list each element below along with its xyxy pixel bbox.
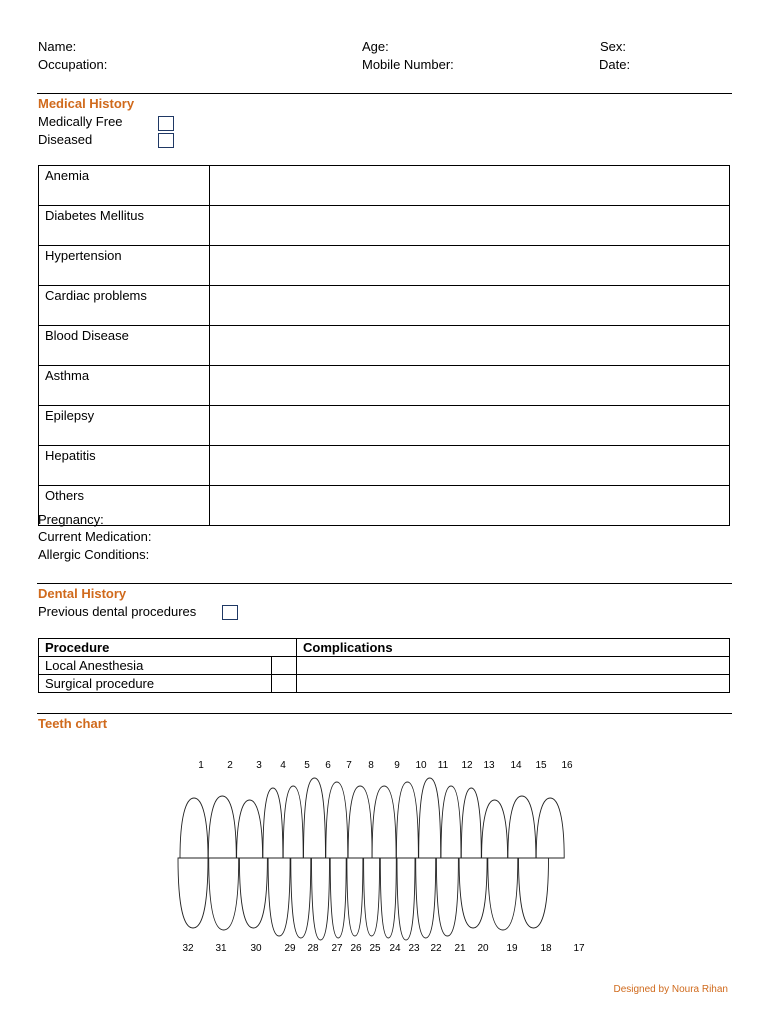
complications-header: Complications bbox=[297, 639, 730, 657]
condition-label: Others bbox=[39, 486, 210, 526]
divider bbox=[37, 583, 732, 584]
tooth-number: 7 bbox=[346, 760, 352, 771]
condition-label: Hypertension bbox=[39, 246, 210, 286]
upper-tooth-outline bbox=[283, 786, 303, 858]
tooth-number: 31 bbox=[215, 943, 227, 954]
sex-label: Sex: bbox=[600, 39, 627, 54]
dental-history-title: Dental History bbox=[38, 586, 127, 601]
upper-tooth-outline bbox=[508, 796, 536, 858]
lower-tooth-outline bbox=[459, 858, 487, 928]
date-label: Date: bbox=[599, 57, 631, 72]
upper-tooth-outline bbox=[396, 782, 418, 858]
diseased-label: Diseased bbox=[38, 132, 93, 147]
tooth-number: 23 bbox=[408, 943, 420, 954]
tooth-number: 16 bbox=[561, 760, 573, 771]
condition-notes-cell[interactable] bbox=[210, 366, 730, 406]
upper-tooth-outline bbox=[419, 778, 441, 858]
tooth-number: 18 bbox=[540, 943, 552, 954]
condition-label: Anemia bbox=[39, 166, 210, 206]
condition-label: Epilepsy bbox=[39, 406, 210, 446]
condition-label: Asthma bbox=[39, 366, 210, 406]
lower-tooth-outline bbox=[330, 858, 346, 938]
upper-tooth-outline bbox=[263, 788, 283, 858]
name-label: Name: bbox=[38, 39, 77, 54]
lower-tooth-outline bbox=[209, 858, 239, 930]
complications-cell[interactable] bbox=[297, 657, 730, 675]
medical-conditions-table bbox=[38, 165, 730, 526]
lower-tooth-outline bbox=[239, 858, 267, 928]
tooth-number: 24 bbox=[389, 943, 401, 954]
upper-tooth-outline bbox=[441, 786, 461, 858]
tooth-number: 30 bbox=[250, 943, 262, 954]
condition-label: Hepatitis bbox=[39, 446, 210, 486]
condition-row bbox=[39, 206, 730, 246]
condition-row bbox=[39, 446, 730, 486]
tooth-number: 15 bbox=[535, 760, 547, 771]
condition-notes-cell[interactable] bbox=[210, 166, 730, 206]
upper-tooth-outline bbox=[348, 786, 372, 858]
condition-row bbox=[39, 406, 730, 446]
teeth-drawing bbox=[178, 778, 564, 940]
tooth-number: 10 bbox=[415, 760, 427, 771]
tooth-number: 4 bbox=[280, 760, 286, 771]
lower-tooth-numbers bbox=[182, 943, 585, 954]
occupation-label: Occupation: bbox=[38, 57, 108, 72]
upper-tooth-outline bbox=[536, 798, 564, 858]
previous-procedures-label: Previous dental procedures bbox=[38, 604, 197, 619]
tooth-number: 8 bbox=[368, 760, 374, 771]
tooth-number: 19 bbox=[506, 943, 518, 954]
tooth-number: 29 bbox=[284, 943, 296, 954]
diseased-checkbox[interactable] bbox=[158, 133, 174, 148]
tooth-number: 26 bbox=[350, 943, 362, 954]
lower-tooth-outline bbox=[416, 858, 436, 938]
tooth-number: 3 bbox=[256, 760, 262, 771]
tooth-number: 28 bbox=[307, 943, 319, 954]
condition-row bbox=[39, 246, 730, 286]
condition-notes-cell[interactable] bbox=[210, 246, 730, 286]
tooth-number: 11 bbox=[437, 760, 449, 771]
lower-tooth-outline bbox=[268, 858, 290, 936]
tooth-number: 20 bbox=[477, 943, 489, 954]
upper-tooth-outline bbox=[326, 782, 348, 858]
upper-tooth-outline bbox=[372, 786, 396, 858]
tooth-number: 5 bbox=[304, 760, 310, 771]
condition-notes-cell[interactable] bbox=[210, 446, 730, 486]
condition-notes-cell[interactable] bbox=[210, 406, 730, 446]
tooth-number: 27 bbox=[331, 943, 343, 954]
allergic-conditions-label: Allergic Conditions: bbox=[38, 547, 150, 562]
condition-row bbox=[39, 166, 730, 206]
procedure-cell: Surgical procedure bbox=[39, 675, 272, 693]
lower-tooth-outline bbox=[178, 858, 208, 928]
condition-row bbox=[39, 486, 730, 526]
medical-history-title: Medical History bbox=[38, 96, 135, 111]
procedure-table bbox=[38, 638, 730, 693]
teeth-chart-title: Teeth chart bbox=[38, 716, 108, 731]
upper-tooth-outline bbox=[237, 800, 263, 858]
previous-procedures-checkbox[interactable] bbox=[222, 605, 238, 620]
divider bbox=[37, 93, 732, 94]
complications-cell[interactable] bbox=[297, 675, 730, 693]
procedure-cell: Local Anesthesia bbox=[39, 657, 272, 675]
divider bbox=[37, 713, 732, 714]
lower-tooth-outline bbox=[291, 858, 311, 938]
tooth-number: 9 bbox=[394, 760, 400, 771]
lower-tooth-outline bbox=[519, 858, 549, 928]
condition-row bbox=[39, 326, 730, 366]
medically-free-label: Medically Free bbox=[38, 114, 123, 129]
current-medication-label: Current Medication: bbox=[38, 529, 152, 544]
tooth-number: 1 bbox=[198, 760, 204, 771]
teeth-chart bbox=[0, 740, 768, 970]
lower-tooth-outline bbox=[488, 858, 518, 930]
condition-notes-cell[interactable] bbox=[210, 326, 730, 366]
upper-tooth-outline bbox=[304, 778, 326, 858]
procedure-mark-cell[interactable] bbox=[272, 675, 297, 693]
tooth-number: 32 bbox=[182, 943, 194, 954]
upper-tooth-numbers bbox=[198, 760, 573, 771]
tooth-number: 25 bbox=[369, 943, 381, 954]
pregnancy-label: Pregnancy: bbox=[38, 512, 104, 527]
condition-notes-cell[interactable] bbox=[210, 286, 730, 326]
condition-row bbox=[39, 286, 730, 326]
designer-credit: Designed by Noura Rihan bbox=[613, 984, 728, 995]
tooth-number: 21 bbox=[454, 943, 466, 954]
lower-tooth-outline bbox=[364, 858, 380, 936]
upper-tooth-outline bbox=[461, 788, 481, 858]
lower-tooth-outline bbox=[347, 858, 363, 936]
tooth-number: 22 bbox=[430, 943, 442, 954]
tooth-number: 13 bbox=[483, 760, 495, 771]
condition-label: Blood Disease bbox=[39, 326, 210, 366]
condition-notes-cell[interactable] bbox=[210, 206, 730, 246]
condition-notes-cell[interactable] bbox=[210, 486, 730, 526]
tooth-number: 17 bbox=[573, 943, 585, 954]
tooth-number: 12 bbox=[461, 760, 473, 771]
upper-tooth-outline bbox=[482, 800, 508, 858]
lower-tooth-outline bbox=[397, 858, 415, 940]
condition-label: Diabetes Mellitus bbox=[39, 206, 210, 246]
medically-free-checkbox[interactable] bbox=[158, 116, 174, 131]
mobile-label: Mobile Number: bbox=[362, 57, 454, 72]
tooth-number: 6 bbox=[325, 760, 331, 771]
lower-tooth-outline bbox=[436, 858, 458, 936]
tooth-number: 14 bbox=[510, 760, 522, 771]
procedure-header: Procedure bbox=[39, 639, 297, 657]
lower-tooth-outline bbox=[312, 858, 330, 940]
lower-tooth-outline bbox=[380, 858, 396, 938]
condition-row bbox=[39, 366, 730, 406]
procedure-mark-cell[interactable] bbox=[272, 657, 297, 675]
upper-tooth-outline bbox=[208, 796, 236, 858]
upper-tooth-outline bbox=[180, 798, 208, 858]
tooth-number: 2 bbox=[227, 760, 233, 771]
age-label: Age: bbox=[362, 39, 389, 54]
condition-label: Cardiac problems bbox=[39, 286, 210, 326]
